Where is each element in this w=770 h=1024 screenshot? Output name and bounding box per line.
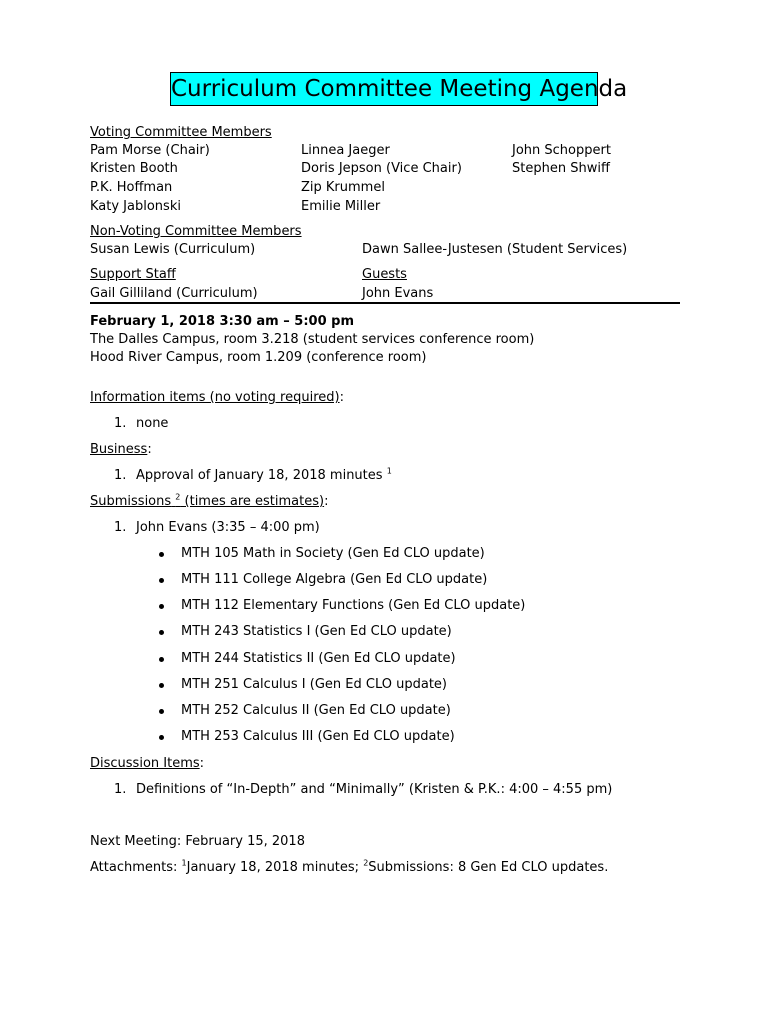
information-items-label: Information items (no voting required)	[90, 390, 340, 405]
meeting-location: Hood River Campus, room 1.209 (conference room)	[90, 350, 427, 365]
voting-member: P.K. Hoffman	[90, 180, 173, 195]
voting-member: Stephen Shwiff	[512, 161, 610, 176]
bullet-icon	[159, 709, 164, 714]
heading-colon: :	[324, 494, 329, 509]
nonvoting-members-heading: Non-Voting Committee Members	[90, 224, 302, 239]
submission-course: MTH 111 College Algebra (Gen Ed CLO update)	[181, 572, 488, 587]
submission-course: MTH 253 Calculus III (Gen Ed CLO update)	[181, 729, 455, 744]
submission-course: MTH 252 Calculus II (Gen Ed CLO update)	[181, 703, 451, 718]
section-divider	[90, 302, 680, 304]
meeting-location: The Dalles Campus, room 3.218 (student services conference room)	[90, 332, 535, 347]
bullet-icon	[159, 657, 164, 662]
footnote-ref: 2	[175, 492, 181, 502]
guests-heading: Guests	[362, 267, 407, 282]
submission-course: MTH 243 Statistics I (Gen Ed CLO update)	[181, 624, 452, 639]
voting-member: Emilie Miller	[301, 199, 381, 214]
next-meeting: Next Meeting: February 15, 2018	[90, 834, 305, 849]
attachments-label: Attachments:	[90, 860, 178, 875]
information-item: none	[136, 416, 169, 431]
voting-member: Doris Jepson (Vice Chair)	[301, 161, 462, 176]
support-staff-member: Gail Gilliland (Curriculum)	[90, 286, 258, 301]
business-label: Business	[90, 442, 148, 457]
list-number: 1.	[114, 520, 127, 535]
discussion-items-heading	[90, 755, 204, 773]
submission-course: MTH 251 Calculus I (Gen Ed CLO update)	[181, 677, 447, 692]
list-number: 1.	[114, 468, 127, 483]
bullet-icon	[159, 578, 164, 583]
bullet-icon	[159, 683, 164, 688]
attachments	[90, 859, 608, 877]
business-item	[136, 467, 392, 485]
heading-colon: :	[199, 756, 205, 771]
bullet-icon	[159, 552, 164, 557]
submissions-heading	[90, 493, 328, 511]
bullet-icon	[159, 604, 164, 609]
heading-colon: :	[339, 390, 344, 405]
submission-course: MTH 105 Math in Society (Gen Ed CLO update)	[181, 546, 485, 561]
list-number: 1.	[114, 782, 127, 797]
discussion-items-label: Discussion Items	[90, 756, 200, 771]
voting-members-heading: Voting Committee Members	[90, 125, 272, 140]
nonvoting-member: Susan Lewis (Curriculum)	[90, 242, 256, 257]
footnote-ref: 2	[363, 858, 369, 868]
voting-member: Pam Morse (Chair)	[90, 143, 210, 158]
submission-course: MTH 112 Elementary Functions (Gen Ed CLO update)	[181, 598, 526, 613]
guest-name: John Evans	[362, 286, 434, 301]
submissions-label-text: Submissions	[90, 494, 172, 509]
support-staff-heading: Support Staff	[90, 267, 176, 282]
page-title: Curriculum Committee Meeting Agenda	[170, 72, 598, 106]
submissions-label-note: (times are estimates)	[184, 494, 325, 509]
discussion-item: Definitions of “In-Depth” and “Minimally” (Kristen & P.K.: 4:00 – 4:55 pm)	[136, 782, 613, 797]
voting-member: John Schoppert	[512, 143, 611, 158]
footnote-ref: 1	[181, 858, 187, 868]
submission-course: MTH 244 Statistics II (Gen Ed CLO update)	[181, 651, 456, 666]
attachment-item: January 18, 2018 minutes;	[186, 860, 360, 875]
information-items-heading	[90, 389, 344, 407]
business-item-text: Approval of January 18, 2018 minutes	[136, 468, 383, 483]
voting-member: Kristen Booth	[90, 161, 178, 176]
heading-colon: :	[147, 442, 152, 457]
footnote-ref: 1	[386, 466, 392, 476]
bullet-icon	[159, 735, 164, 740]
voting-member: Katy Jablonski	[90, 199, 181, 214]
submissions-label	[90, 494, 324, 509]
business-heading	[90, 441, 152, 459]
bullet-icon	[159, 630, 164, 635]
voting-member: Linnea Jaeger	[301, 143, 390, 158]
submission-presenter: John Evans (3:35 – 4:00 pm)	[136, 520, 320, 535]
list-number: 1.	[114, 416, 127, 431]
meeting-datetime: February 1, 2018 3:30 am – 5:00 pm	[90, 314, 354, 329]
voting-member: Zip Krummel	[301, 180, 385, 195]
nonvoting-member: Dawn Sallee-Justesen (Student Services)	[362, 242, 628, 257]
attachment-item: Submissions: 8 Gen Ed CLO updates.	[368, 860, 609, 875]
